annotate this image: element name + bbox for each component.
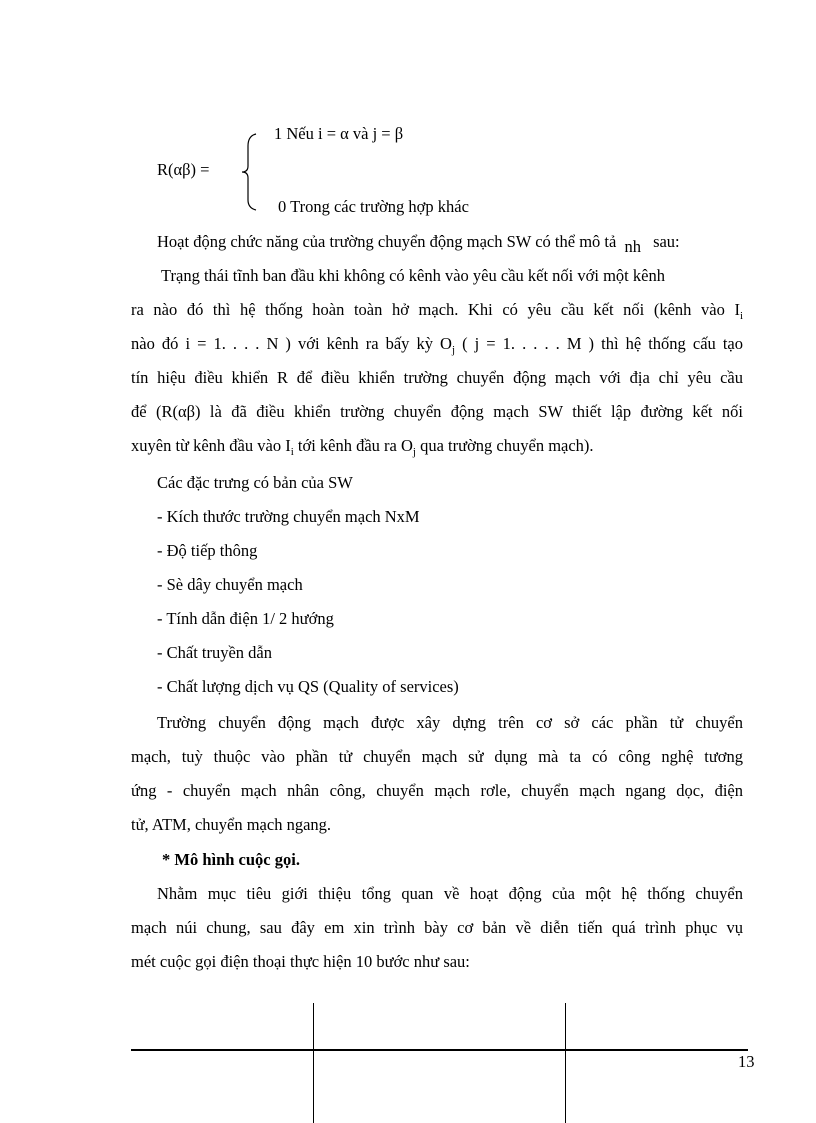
paragraph-2-line-4: tín hiệu điều khiển R để điều khiển trường chuyển động mạch với địa chỉ yêu cầu — [131, 368, 743, 387]
paragraph-2-line-5: để (R(αβ) là đã điều khiển trường chuyển động mạch SW thiết lập đường kết nối — [131, 402, 743, 421]
paragraph-3-line-4: tử, ATM, chuyển mạch ngang. — [131, 815, 332, 834]
feature-item: - Sè dây chuyển mạch — [157, 575, 303, 594]
paragraph-2-line-2: ra nào đó thì hệ thống hoàn toàn hở mạch. Khi có yêu cầu kết nối (kênh vào $I_i$ — [131, 300, 743, 322]
paragraph-4-line-2: mạch núi chung, sau đây em xin trình bày cơ bản về diễn tiến quá trình phục vụ — [131, 918, 743, 937]
feature-item: - Chất lượng dịch vụ QS (Quality of services) — [157, 677, 459, 696]
feature-item: - Chất truyền dẫn — [157, 643, 273, 662]
feature-item: - Kích thước trường chuyển mạch NxM — [157, 507, 420, 526]
formula-case-1: 1 Nếu i = α và j = β — [274, 124, 404, 143]
paragraph-4-line-1: Nhằm mục tiêu giới thiệu tổng quan về hoạt động của một hệ thống chuyển — [157, 884, 743, 903]
feature-item: - Độ tiếp thông — [157, 541, 258, 560]
paragraph-2-line-3: nào đó i = 1. . . . N ) với kênh ra bấy kỳ $O_j$ ( j = 1. . . . . M ) thì hệ thống cấu tạo — [131, 334, 743, 356]
paragraph-3-line-3: ứng - chuyển mạch nhân công, chuyển mạch rơle, chuyển mạch ngang dọc, điện — [131, 781, 743, 800]
formula-case-2: 0 Trong các trường hợp khác — [278, 197, 469, 216]
left-brace-icon — [240, 132, 262, 212]
table-vertical-rule-right — [565, 1003, 566, 1123]
paragraph-1-text: Hoạt động chức năng của trường chuyển động mạch SW có thể mô tả — [157, 232, 617, 251]
section-heading: * Mô hình cuộc gọi. — [162, 850, 300, 869]
page-number: 13 — [738, 1052, 755, 1071]
formula-lhs: R(αβ) = — [157, 160, 210, 179]
paragraph-3-line-2: mạch, tuỳ thuộc vào phần tử chuyển mạch sử dụng mà ta có công nghệ tương — [131, 747, 743, 766]
feature-item: - Tính dẫn điện 1/ 2 hướng — [157, 609, 334, 628]
features-title: Các đặc trưng có bản của SW — [157, 473, 353, 492]
paragraph-4-line-3: mét cuộc gọi điện thoại thực hiện 10 bước như sau: — [131, 952, 470, 971]
footer-rule — [131, 1049, 748, 1051]
paragraph-2-line-6: xuyên từ kênh đầu vào $I_i$ tới kênh đầu ra $O_j$ qua trường chuyển mạch). — [131, 436, 594, 458]
paragraph-1 — [157, 232, 769, 256]
paragraph-1-end: sau: — [653, 232, 680, 251]
paragraph-3-line-1: Trường chuyển động mạch được xây dựng trên cơ sở các phần tử chuyển — [157, 713, 743, 732]
paragraph-1-fragment: nh — [624, 237, 641, 256]
paragraph-2-line-1: Trạng thái tĩnh ban đầu khi không có kênh vào yêu cầu kết nối với một kênh — [161, 266, 665, 285]
table-vertical-rule-left — [313, 1003, 314, 1123]
